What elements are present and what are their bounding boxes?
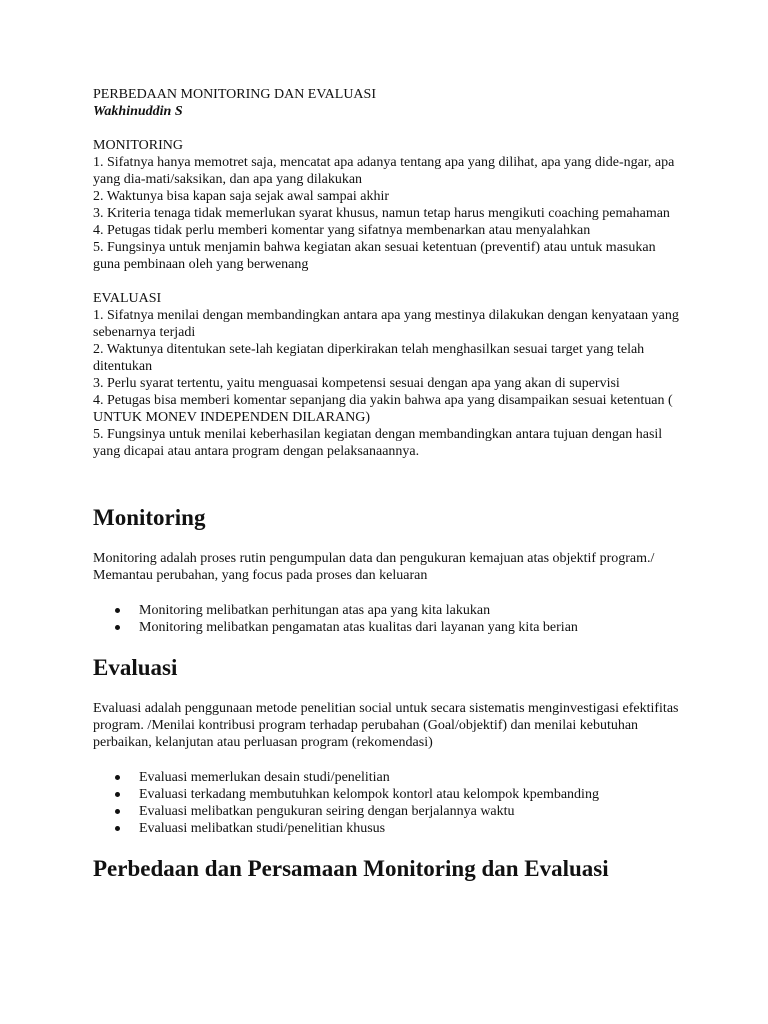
- evaluasi-item: 2. Waktunya ditentukan sete-lah kegiatan diperkirakan telah menghasilkan sesuai target yang telah ditentukan: [93, 342, 645, 374]
- monitoring-paragraph: Monitoring adalah proses rutin pengumpulan data dan pengukuran kemajuan atas objektif program./ Memantau perubahan, yang focus pada proses dan keluaran: [93, 551, 655, 583]
- evaluasi-paragraph: Evaluasi adalah penggunaan metode penelitian social untuk secara sistematis menginvestigasi efektifitas program. /Menilai kontribusi program terhadap perubahan (Goal/objektif) dan menilai kebutuhan perbaikan, kelanjutan atau perluasan program (rekomendasi): [93, 701, 679, 750]
- monitoring-item: 5. Fungsinya untuk menjamin bahwa kegiatan akan sesuai ketentuan (preventif) atau untuk masukan guna pembinaan oleh yang berwenang: [93, 240, 656, 272]
- list-item: [93, 803, 683, 820]
- bullet-icon: [115, 625, 120, 630]
- bullet-text: Monitoring melibatkan pengamatan atas kualitas dari layanan yang kita berian: [139, 620, 578, 635]
- list-item: [93, 602, 683, 619]
- bullet-icon: [115, 826, 120, 831]
- bullet-text: Evaluasi memerlukan desain studi/penelitian: [139, 770, 390, 785]
- list-item: [93, 820, 683, 837]
- bullet-icon: [115, 608, 120, 613]
- monitoring-item: 2. Waktunya bisa kapan saja sejak awal sampai akhir: [93, 189, 390, 204]
- evaluasi-item: 4. Petugas bisa memberi komentar sepanjang dia yakin bahwa apa yang disampaikan sesuai ketentuan ( UNTUK MONEV INDEPENDEN DILARANG): [93, 393, 673, 425]
- bullet-icon: [115, 775, 120, 780]
- document-page: [93, 86, 683, 883]
- evaluasi-item: 1. Sifatnya menilai dengan membandingkan antara apa yang mestinya dilakukan dengan kenyataan yang sebenarnya terjadi: [93, 308, 679, 340]
- monitoring-item: 1. Sifatnya hanya memotret saja, mencatat apa adanya tentang apa yang dilihat, apa yang dide-ngar, apa yang dia-mati/saksikan, dan apa yang dilakukan: [93, 155, 675, 187]
- bullet-icon: [115, 792, 120, 797]
- final-heading: Perbedaan dan Persamaan Monitoring dan Evaluasi: [93, 856, 609, 881]
- list-item: [93, 786, 683, 803]
- evaluasi-item: 3. Perlu syarat tertentu, yaitu menguasai kompetensi sesuai dengan apa yang akan di supervisi: [93, 376, 620, 391]
- monitoring-bullet-list: [93, 602, 683, 636]
- bullet-text: Evaluasi terkadang membutuhkan kelompok kontorl atau kelompok kpembanding: [139, 787, 599, 802]
- monitoring-item: 4. Petugas tidak perlu memberi komentar yang sifatnya membenarkan atau menyalahkan: [93, 223, 591, 238]
- bullet-icon: [115, 809, 120, 814]
- list-item: [93, 619, 683, 636]
- evaluasi-caps-heading: EVALUASI: [93, 291, 162, 306]
- bullet-text: Monitoring melibatkan perhitungan atas apa yang kita lakukan: [139, 603, 491, 618]
- doc-author: Wakhinuddin S: [93, 104, 183, 119]
- monitoring-heading: Monitoring: [93, 505, 206, 530]
- bullet-text: Evaluasi melibatkan studi/penelitian khusus: [139, 821, 386, 836]
- evaluasi-item: 5. Fungsinya untuk menilai keberhasilan kegiatan dengan membandingkan antara tujuan dengan hasil yang dicapai atau antara program dengan pelaksanaannya.: [93, 427, 663, 459]
- evaluasi-bullet-list: [93, 769, 683, 837]
- monitoring-caps-heading: MONITORING: [93, 138, 183, 153]
- doc-title: PERBEDAAN MONITORING DAN EVALUASI: [93, 87, 376, 102]
- list-item: [93, 769, 683, 786]
- bullet-text: Evaluasi melibatkan pengukuran seiring dengan berjalannya waktu: [139, 804, 515, 819]
- monitoring-item: 3. Kriteria tenaga tidak memerlukan syarat khusus, namun tetap harus mengikuti coaching pemahaman: [93, 206, 670, 221]
- evaluasi-heading: Evaluasi: [93, 655, 178, 680]
